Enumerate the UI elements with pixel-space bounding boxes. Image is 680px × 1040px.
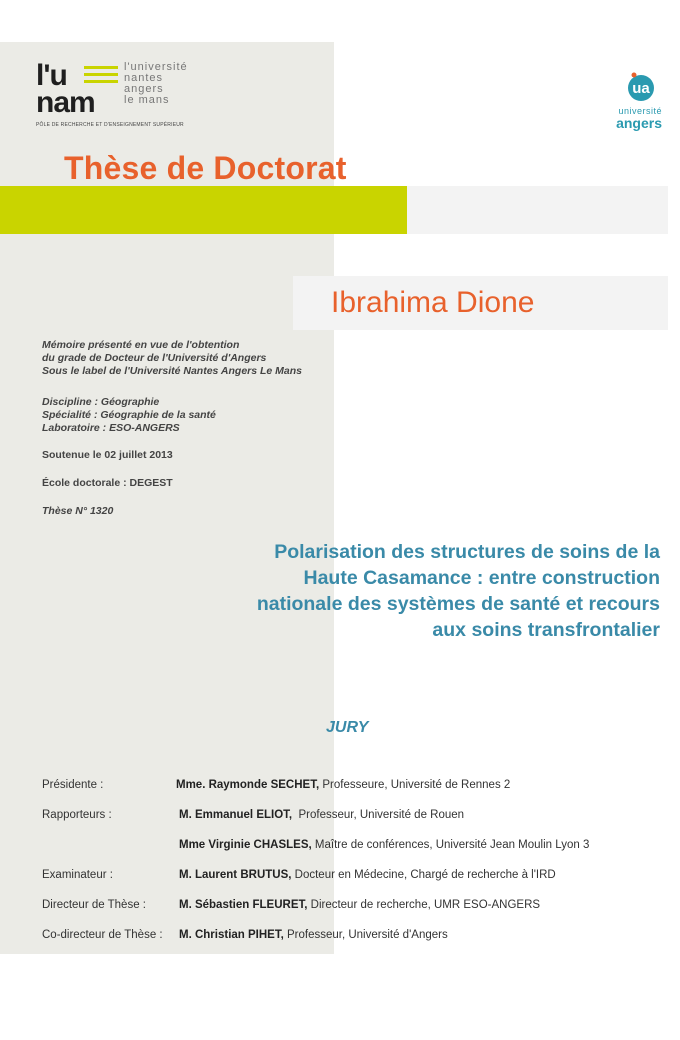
- jury-row: [0, 779, 680, 795]
- memoire-line: Sous le label de l'Université Nantes Angers Le Mans: [42, 365, 303, 377]
- defense-date: Soutenue le 02 juillet 2013: [42, 449, 173, 461]
- specialite: Spécialité : Géographie de la santé: [42, 409, 216, 421]
- ua-mark-icon: [624, 70, 654, 100]
- unam-tagline: PÔLE DE RECHERCHE ET D'ENSEIGNEMENT SUPÉRIEUR: [36, 122, 184, 128]
- jury-member-detail: Directeur de recherche, UMR ESO-ANGERS: [307, 899, 541, 911]
- jury-member-detail: Professeur, Université de Rouen: [292, 809, 465, 821]
- jury-row: [0, 929, 680, 945]
- jury-member-detail: Professeure, Université de Rennes 2: [319, 779, 511, 791]
- laboratoire: Laboratoire : ESO-ANGERS: [42, 422, 180, 434]
- jury-member-name: M. Laurent BRUTUS,: [179, 869, 292, 881]
- memoire-line: du grade de Docteur de l'Université d'Angers: [42, 352, 267, 364]
- angers-line2: angers: [616, 115, 662, 131]
- jury-role: Examinateur :: [42, 869, 113, 881]
- unam-line: le mans: [124, 94, 170, 106]
- thesis-title: Thèse de Doctorat: [64, 150, 347, 186]
- jury-member-name: Mme. Raymonde SECHET,: [176, 779, 320, 791]
- unam-mark-line2: nam: [36, 86, 95, 119]
- thesis-number: Thèse N° 1320: [42, 505, 114, 517]
- jury-role: Présidente :: [42, 779, 104, 791]
- jury-row: [0, 809, 680, 825]
- unam-bars-icon: [84, 66, 118, 83]
- jury-member-detail: Maître de conférences, Université Jean Moulin Lyon 3: [311, 839, 590, 851]
- memoire-block: [42, 339, 302, 378]
- subject-line: nationale des systèmes de santé et recours: [256, 593, 660, 615]
- discipline: Discipline : Géographie: [42, 396, 160, 408]
- jury-role: Rapporteurs :: [42, 809, 112, 821]
- jury-heading: JURY: [326, 719, 369, 736]
- angers-logo: [590, 70, 670, 136]
- jury-member: [179, 869, 556, 881]
- unam-mark-line1: l'u: [36, 59, 67, 92]
- unam-line: nantes: [124, 72, 164, 84]
- doctoral-school: École doctorale : DEGEST: [42, 477, 173, 489]
- jury-member: [179, 899, 540, 911]
- green-accent-bar: [0, 186, 407, 234]
- angers-line1: université: [618, 106, 662, 116]
- unam-logo: [36, 59, 216, 132]
- subject-line: aux soins transfrontalier: [432, 619, 660, 641]
- jury-member-detail: Professeur, Université d'Angers: [283, 929, 448, 941]
- author-name: Ibrahima Dione: [331, 286, 535, 319]
- jury-row: [0, 899, 680, 915]
- jury-member: [179, 809, 464, 821]
- jury-member: [179, 839, 589, 851]
- jury-member-name: M. Sébastien FLEURET,: [179, 899, 308, 911]
- jury-row: [0, 839, 680, 855]
- jury-member: [179, 929, 448, 941]
- jury-member-name: M. Christian PIHET,: [179, 929, 284, 941]
- unam-line: angers: [124, 83, 164, 95]
- subject-line: Polarisation des structures de soins de la: [274, 541, 660, 563]
- discipline-block: [42, 396, 216, 435]
- jury-member-name: Mme Virginie CHASLES,: [179, 839, 312, 851]
- jury-member-detail: Docteur en Médecine, Chargé de recherche à l'IRD: [291, 869, 556, 881]
- thesis-subject: [160, 539, 660, 643]
- jury-role: Directeur de Thèse :: [42, 899, 146, 911]
- memoire-line: Mémoire présenté en vue de l'obtention: [42, 339, 240, 351]
- jury-row: [0, 869, 680, 885]
- ua-mark-text: ua: [632, 80, 650, 97]
- jury-member: [176, 779, 510, 791]
- jury-role: Co-directeur de Thèse :: [42, 929, 163, 941]
- jury-member-name: M. Emmanuel ELIOT,: [179, 809, 293, 821]
- subject-line: Haute Casamance : entre construction: [303, 567, 660, 589]
- unam-line: l'université: [124, 61, 188, 73]
